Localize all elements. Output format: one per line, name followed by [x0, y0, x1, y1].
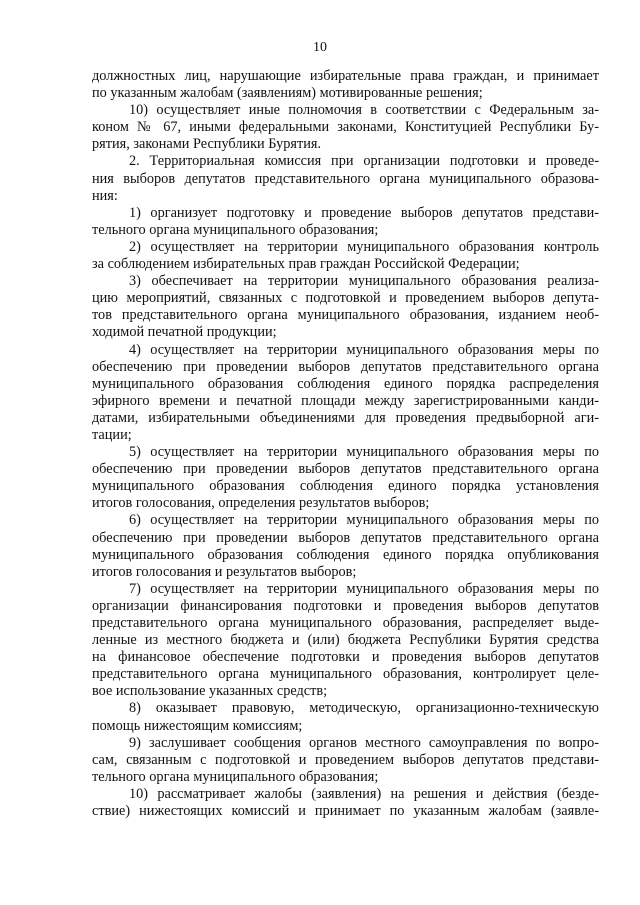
text-line: представительного органа муниципального образования, распределяет выде- — [92, 615, 599, 631]
text-line: тельного органа муниципального образования; — [92, 768, 379, 785]
text-line: 8) оказывает правовую, методическую, организационно-техническую — [129, 700, 599, 717]
text-line: по указанным жалобам (заявлениям) мотивированные решения; — [92, 85, 483, 102]
paragraph — [92, 786, 599, 820]
text-line: на финансовое обеспечение подготовки и проведения выборов депутатов — [92, 649, 599, 666]
text-line: 4) осуществляет на территории муниципального образования меры по — [129, 341, 599, 358]
text-line: 6) осуществляет на территории муниципального образования меры по — [129, 512, 599, 529]
text-line: за соблюдением избирательных прав граждан Российской Федерации; — [92, 256, 520, 273]
text-line: итогов голосования, определения результатов выборов; — [92, 495, 430, 512]
text-line: ленные из местного бюджета и (или) бюджета Республики Бурятия средства — [92, 632, 599, 649]
text-line: 1) организует подготовку и проведение выборов депутатов представи- — [129, 204, 599, 221]
paragraph — [92, 273, 599, 341]
text-line: муниципального образования соблюдения единого порядка установления — [92, 478, 599, 495]
paragraph — [92, 700, 599, 734]
text-line: сам, связанным с подготовкой и проведением выборов депутатов представи- — [92, 751, 599, 768]
paragraph — [92, 153, 599, 204]
text-line: тации; — [92, 426, 132, 443]
paragraph — [92, 581, 599, 701]
text-line: ния: — [92, 187, 118, 204]
text-line: датами, избирательными объединениями для проведения предвыборной аги- — [92, 409, 599, 426]
paragraph — [92, 102, 599, 153]
paragraph — [92, 735, 599, 786]
text-line: 9) заслушивает сообщения органов местного самоуправления по вопро- — [129, 734, 599, 751]
text-line: муниципального образования соблюдения единого порядка опубликования — [92, 546, 599, 563]
text-line: представительного органа муниципального образования, контролирует целе- — [92, 666, 599, 683]
text-line: 5) осуществляет на территории муниципального образования меры по — [129, 444, 599, 461]
text-line: эфирного времени и печатной площади между зарегистрированными канди- — [92, 392, 599, 409]
paragraph — [92, 512, 599, 580]
paragraph — [92, 239, 599, 273]
text-line: обеспечению при проведении выборов депутатов представительного органа — [92, 358, 599, 375]
paragraph — [92, 444, 599, 512]
text-line: обеспечению при проведении выборов депутатов представительного органа — [92, 529, 599, 546]
text-line: тельного органа муниципального образования; — [92, 221, 379, 238]
text-line: 10) осуществляет иные полномочия в соответствии с Федеральным за- — [129, 102, 599, 119]
text-line: итогов голосования и результатов выборов; — [92, 563, 357, 580]
text-line: вое использование указанных средств; — [92, 683, 328, 700]
text-line: рятия, законами Республики Бурятия. — [92, 136, 322, 153]
text-line: тов представительного органа муниципального образования, изданием необ- — [92, 307, 599, 324]
text-line: обеспечению при проведении выборов депутатов представительного органа — [92, 461, 599, 478]
text-line: ствие) нижестоящих комиссий и принимает по указанным жалобам (заявле- — [92, 803, 599, 820]
text-line: муниципального образования соблюдения единого порядка распределения — [92, 375, 599, 392]
text-line: 2) осуществляет на территории муниципального образования контроль — [129, 238, 599, 255]
page-number: 10 — [313, 40, 327, 55]
text-line: 3) обеспечивает на территории муниципального образования реализа- — [129, 273, 599, 290]
text-line: ния выборов депутатов представительного органа муниципального образова- — [92, 170, 599, 187]
text-line: коном № 67, иными федеральными законами, Конституцией Республики Бу- — [92, 119, 599, 136]
text-line: организации финансирования подготовки и проведения выборов депутатов — [92, 597, 599, 614]
text-line: 10) рассматривает жалобы (заявления) на решения и действия (безде- — [129, 785, 599, 802]
text-line: ходимой печатной продукции; — [92, 324, 277, 341]
paragraph — [92, 205, 599, 239]
text-line: должностных лиц, нарушающие избирательные права граждан, и принимает — [92, 68, 599, 84]
document-body — [92, 68, 599, 820]
text-line: 2. Территориальная комиссия при организации подготовки и проведе- — [129, 153, 599, 170]
text-line: 7) осуществляет на территории муниципального образования меры по — [129, 580, 599, 597]
paragraph — [92, 68, 599, 102]
paragraph — [92, 342, 599, 445]
text-line: помощь нижестоящим комиссиям; — [92, 717, 303, 734]
text-line: цию мероприятий, связанных с подготовкой и проведением выборов депута- — [92, 290, 599, 307]
